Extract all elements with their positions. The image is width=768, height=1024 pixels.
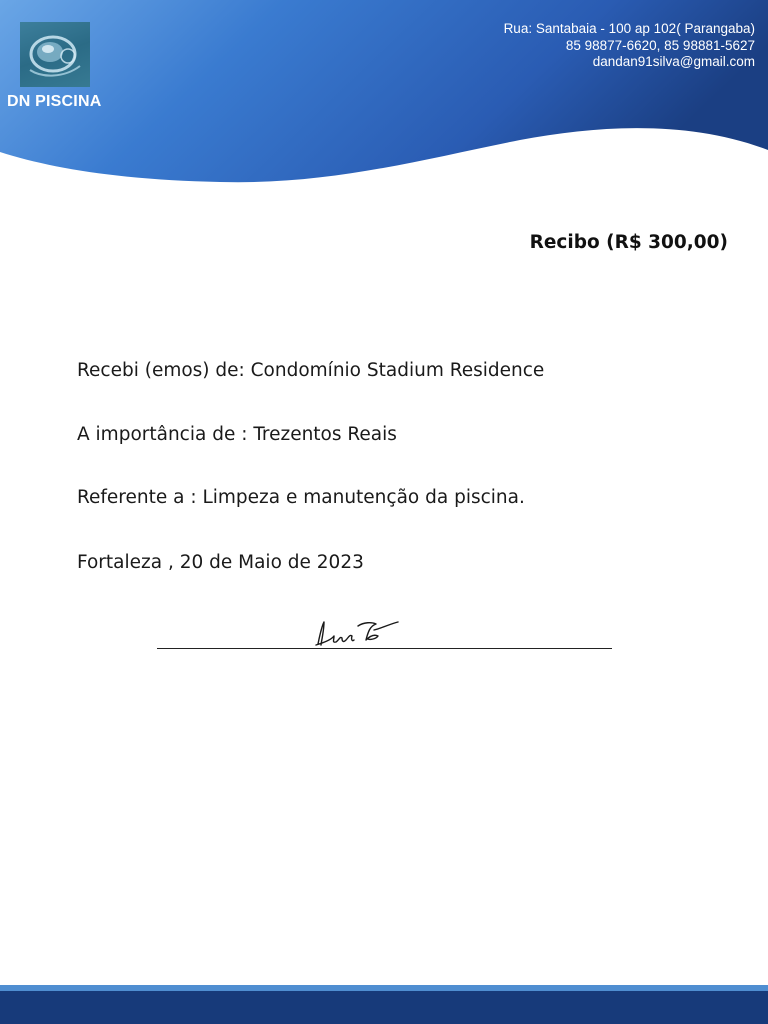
receipt-title: Recibo (R$ 300,00) bbox=[529, 232, 728, 253]
phone-numbers: 85 98877-6620, 85 98881-5627 bbox=[565, 37, 755, 53]
company-name: DN PISCINA bbox=[7, 93, 102, 110]
reference-line: Referente a : Limpeza e manutenção da piscina. bbox=[77, 487, 525, 508]
company-logo bbox=[20, 22, 90, 87]
contact-block bbox=[504, 21, 755, 71]
received-from-line: Recebi (emos) de: Condomínio Stadium Residence bbox=[77, 360, 545, 381]
footer-bar bbox=[0, 991, 768, 1024]
water-drop-icon bbox=[20, 22, 90, 87]
email-address: dandan91silva@gmail.com bbox=[592, 54, 755, 69]
place-date-line: Fortaleza , 20 de Maio de 2023 bbox=[77, 552, 364, 573]
amount-in-words-line: A importância de : Trezentos Reais bbox=[77, 424, 397, 445]
handwritten-signature bbox=[312, 612, 402, 652]
address-text: Rua: Santabaia - 100 ap 102( Parangaba) bbox=[503, 21, 755, 36]
